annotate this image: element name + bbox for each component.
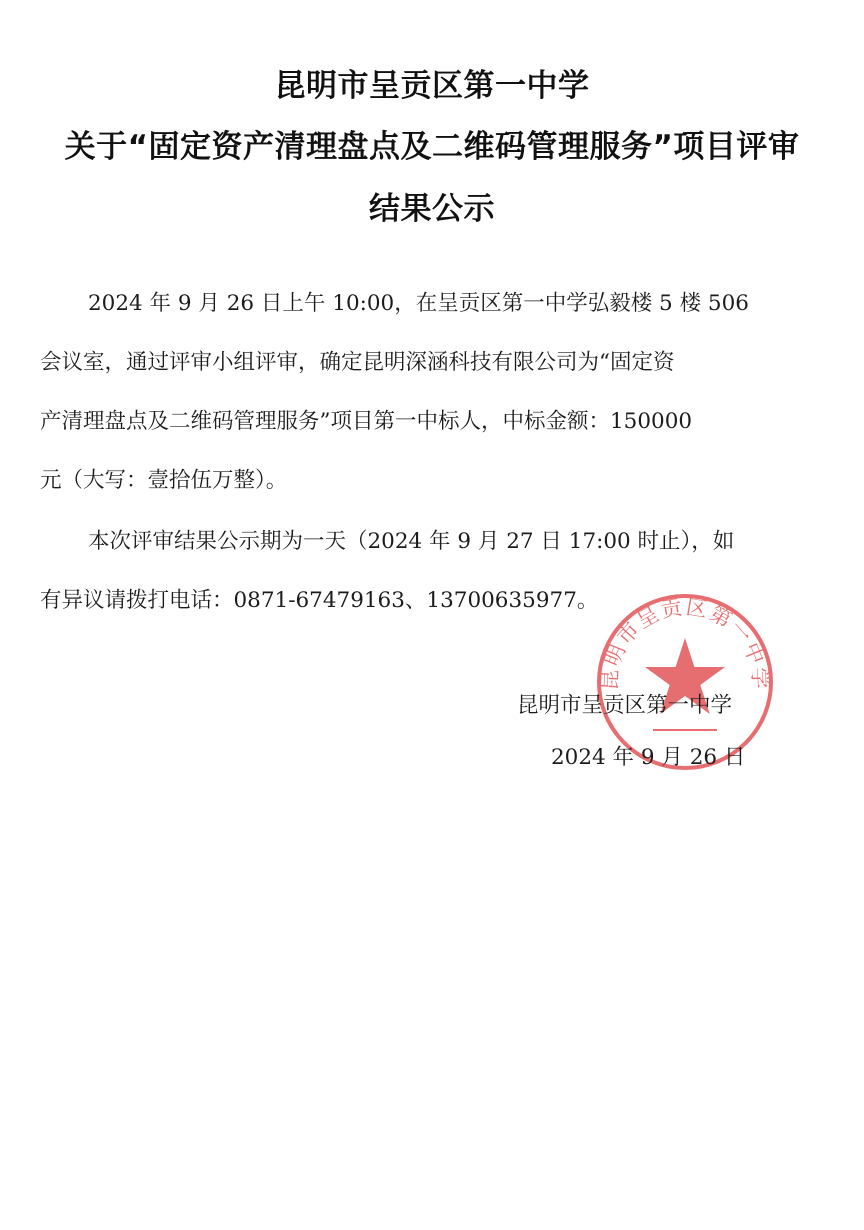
paragraph-line: 本次评审结果公示期为一天（2024 年 9 月 27 日 17:00 时止），如 [88, 529, 735, 554]
paragraph-line: 产清理盘点及二维码管理服务”项目第一中标人，中标金额：150000 [40, 409, 693, 434]
paragraph-line: 元（大写：壹拾伍万整）。 [40, 468, 288, 493]
paragraph-line: 会议室，通过评审小组评审，确定昆明深涵科技有限公司为“固定资 [40, 350, 675, 375]
title-line-3: 结果公示 [369, 191, 495, 227]
paragraph-line: 2024 年 9 月 26 日上午 10:00，在呈贡区第一中学弘毅楼 5 楼 506 [88, 291, 749, 316]
paragraph-line: 有异议请拨打电话：0871-67479163、13700635977。 [40, 588, 599, 613]
title-line-1: 昆明市呈贡区第一中学 [274, 68, 590, 104]
svg-text:昆明市呈贡区第一中学: 昆明市呈贡区第一中学 [597, 594, 773, 692]
signature-organization: 昆明市呈贡区第一中学 [517, 693, 733, 718]
title-line-2: 关于“固定资产清理盘点及二维码管理服务”项目评审 [64, 129, 800, 165]
signature-date: 2024 年 9 月 26 日 [551, 745, 746, 770]
paragraph-award [40, 274, 830, 510]
